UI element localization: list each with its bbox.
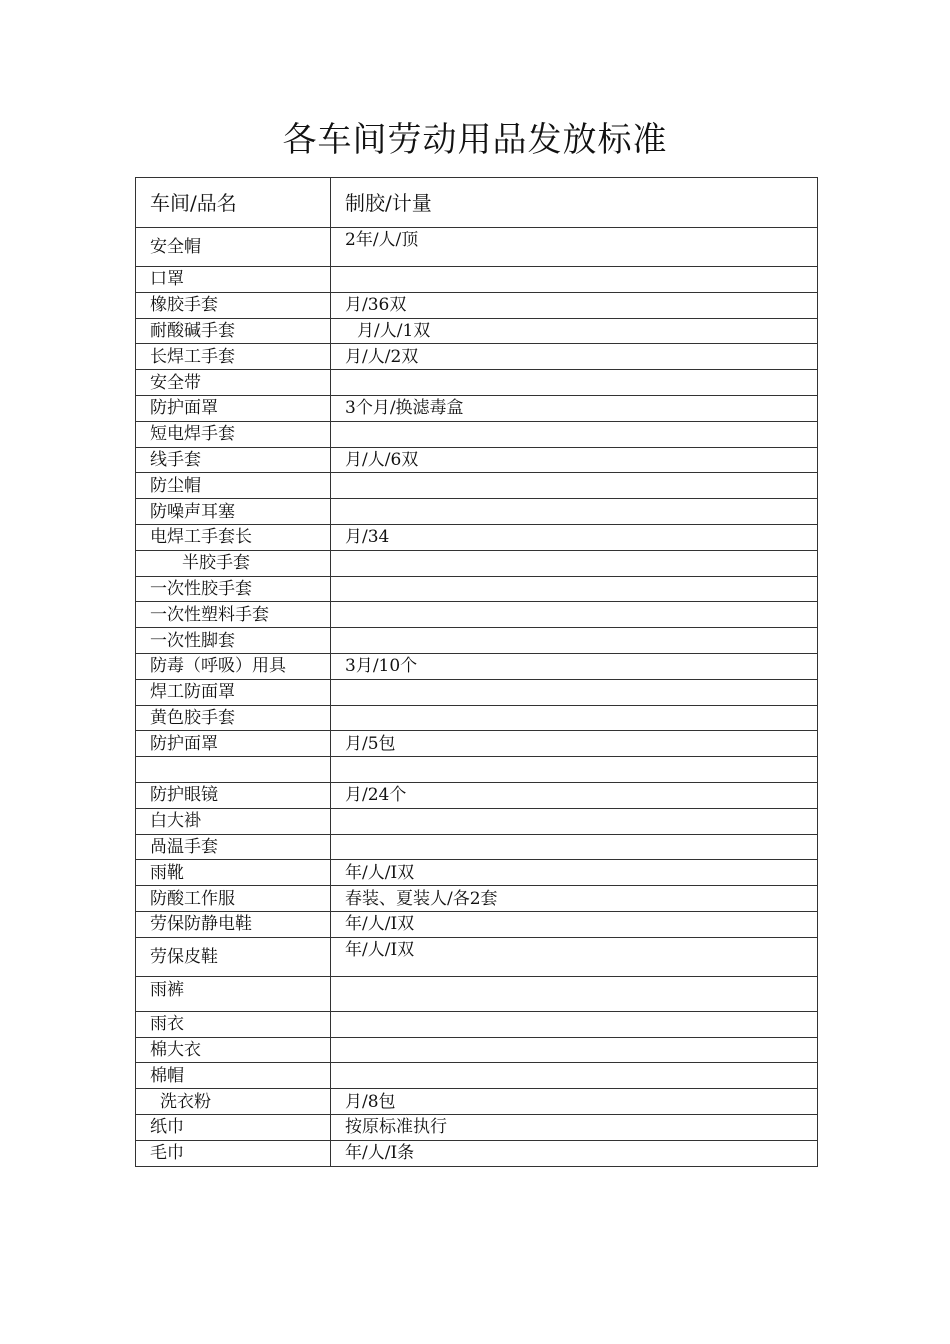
table-row bbox=[136, 370, 818, 396]
table-row bbox=[136, 731, 818, 757]
table-row bbox=[136, 860, 818, 886]
table-row bbox=[136, 628, 818, 654]
item-name bbox=[136, 757, 331, 783]
table-row bbox=[136, 1011, 818, 1037]
table-row bbox=[136, 576, 818, 602]
table-row bbox=[136, 1063, 818, 1089]
table-row bbox=[136, 344, 818, 370]
item-name: 纸巾 bbox=[136, 1114, 331, 1140]
table-row bbox=[136, 1114, 818, 1140]
table-row bbox=[136, 1140, 818, 1166]
table-row bbox=[136, 550, 818, 576]
item-name: 雨衣 bbox=[136, 1011, 331, 1037]
item-name: 雨靴 bbox=[136, 860, 331, 886]
item-standard: 年/人/I双 bbox=[331, 911, 818, 937]
item-name: 防毒（呼吸）用具 bbox=[136, 653, 331, 679]
item-name: 焊工防面罩 bbox=[136, 679, 331, 705]
item-name: 防噪声耳塞 bbox=[136, 499, 331, 525]
item-standard bbox=[331, 834, 818, 860]
item-name: 长焊工手套 bbox=[136, 344, 331, 370]
item-standard bbox=[331, 550, 818, 576]
item-standard: 3个月/换滤毒盒 bbox=[331, 395, 818, 421]
item-name: 防酸工作服 bbox=[136, 886, 331, 912]
table-row bbox=[136, 679, 818, 705]
item-standard bbox=[331, 757, 818, 783]
item-standard bbox=[331, 267, 818, 293]
header-standard: 制胶/计量 bbox=[331, 178, 818, 228]
table-row bbox=[136, 937, 818, 976]
item-standard bbox=[331, 421, 818, 447]
item-standard bbox=[331, 679, 818, 705]
table-row bbox=[136, 1089, 818, 1115]
item-standard: 年/人/I双 bbox=[331, 860, 818, 886]
item-standard bbox=[331, 1037, 818, 1063]
item-standard: 年/人/I条 bbox=[331, 1140, 818, 1166]
item-name: 安全带 bbox=[136, 370, 331, 396]
table-row bbox=[136, 757, 818, 783]
item-name: 防护眼镜 bbox=[136, 782, 331, 808]
table-row bbox=[136, 976, 818, 1011]
item-name: 毛巾 bbox=[136, 1140, 331, 1166]
item-name: 线手套 bbox=[136, 447, 331, 473]
table-row bbox=[136, 705, 818, 731]
table-row bbox=[136, 782, 818, 808]
item-name: 洗衣粉 bbox=[136, 1089, 331, 1115]
item-standard bbox=[331, 808, 818, 834]
item-standard bbox=[331, 1011, 818, 1037]
table-row bbox=[136, 834, 818, 860]
table-row bbox=[136, 499, 818, 525]
item-standard: 春装、夏装人/各2套 bbox=[331, 886, 818, 912]
item-name: 棉帽 bbox=[136, 1063, 331, 1089]
table-row bbox=[136, 602, 818, 628]
item-name: 防护面罩 bbox=[136, 395, 331, 421]
table-row bbox=[136, 447, 818, 473]
item-standard: 月/人/6双 bbox=[331, 447, 818, 473]
table-header-row bbox=[136, 178, 818, 228]
item-standard bbox=[331, 370, 818, 396]
item-name: 劳保皮鞋 bbox=[136, 937, 331, 976]
item-name: 雨裤 bbox=[136, 976, 331, 1011]
item-standard bbox=[331, 473, 818, 499]
table-row bbox=[136, 292, 818, 318]
page-title: 各车间劳动用品发放标准 bbox=[282, 120, 668, 160]
item-standard bbox=[331, 976, 818, 1011]
item-standard bbox=[331, 1063, 818, 1089]
table-row bbox=[136, 886, 818, 912]
table-row bbox=[136, 473, 818, 499]
table-row bbox=[136, 421, 818, 447]
item-standard: 月/5包 bbox=[331, 731, 818, 757]
item-name: 咼温手套 bbox=[136, 834, 331, 860]
table-row bbox=[136, 318, 818, 344]
item-name: 橡胶手套 bbox=[136, 292, 331, 318]
item-standard: 月/人/2双 bbox=[331, 344, 818, 370]
item-name: 防尘帽 bbox=[136, 473, 331, 499]
item-standard: 年/人/I双 bbox=[331, 937, 818, 976]
table-row bbox=[136, 228, 818, 267]
table-row bbox=[136, 395, 818, 421]
table-row bbox=[136, 1037, 818, 1063]
table-row bbox=[136, 911, 818, 937]
issuance-standard-table bbox=[135, 177, 818, 1167]
item-name: 口罩 bbox=[136, 267, 331, 293]
item-name: 电焊工手套长 bbox=[136, 524, 331, 550]
item-standard: 月/24个 bbox=[331, 782, 818, 808]
item-standard: 月/8包 bbox=[331, 1089, 818, 1115]
item-name: 安全帽 bbox=[136, 228, 331, 267]
item-name: 棉大衣 bbox=[136, 1037, 331, 1063]
item-name: 半胶手套 bbox=[136, 550, 331, 576]
item-standard: 3月/10个 bbox=[331, 653, 818, 679]
table-row bbox=[136, 267, 818, 293]
item-name: 短电焊手套 bbox=[136, 421, 331, 447]
table-row bbox=[136, 808, 818, 834]
item-name: 一次性塑料手套 bbox=[136, 602, 331, 628]
table-row bbox=[136, 653, 818, 679]
item-standard bbox=[331, 628, 818, 654]
item-standard bbox=[331, 602, 818, 628]
item-name: 白大褂 bbox=[136, 808, 331, 834]
item-name: 劳保防静电鞋 bbox=[136, 911, 331, 937]
item-name: 防护面罩 bbox=[136, 731, 331, 757]
item-name: 黄色胶手套 bbox=[136, 705, 331, 731]
header-item-name: 车间/品名 bbox=[136, 178, 331, 228]
item-standard: 月/人/1双 bbox=[331, 318, 818, 344]
item-standard: 按原标准执行 bbox=[331, 1114, 818, 1140]
item-standard bbox=[331, 499, 818, 525]
item-standard bbox=[331, 576, 818, 602]
table-row bbox=[136, 524, 818, 550]
item-standard bbox=[331, 705, 818, 731]
item-standard: 2年/人/顶 bbox=[331, 228, 818, 267]
item-standard: 月/34 bbox=[331, 524, 818, 550]
item-standard: 月/36双 bbox=[331, 292, 818, 318]
item-name: 一次性胶手套 bbox=[136, 576, 331, 602]
item-name: 耐酸碱手套 bbox=[136, 318, 331, 344]
item-name: 一次性脚套 bbox=[136, 628, 331, 654]
